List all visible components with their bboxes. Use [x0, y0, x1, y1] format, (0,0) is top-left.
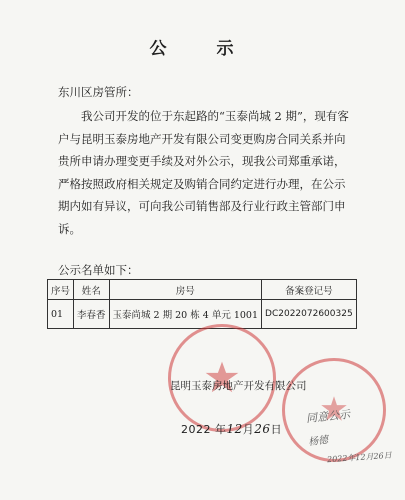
cell-house: 玉泰尚城 2 期 20 栋 4 单元 1001 [109, 300, 262, 329]
table-row [48, 300, 357, 329]
cell-reg: DC2022072600325 [262, 300, 357, 329]
header-house: 房号 [109, 280, 262, 300]
notice-title: 公 示 [149, 39, 256, 59]
notice-body: 我公司开发的位于东起路的“玉泰尚城 2 期”，现有客户与昆明玉泰房地产开发有限公司变更购房合同关系并向贵所申请办理变更手续及对外公示，现我公司郑重承诺，严格按照政府相关规定及购销合同约定进行办理，在公示期内如有异议，可向我公司销售部及行业行政主管部门申诉。 [58, 109, 349, 236]
approval-note: 同意公示 [305, 407, 351, 426]
date-month: 12 [226, 422, 243, 436]
date-month-label: 月 [242, 423, 255, 436]
notice-date [181, 421, 282, 437]
date-year: 2022 年 [181, 423, 227, 436]
registration-table [47, 279, 357, 329]
table-header-row [48, 280, 357, 300]
approver-signature: 杨德 [307, 434, 329, 449]
date-day-label: 日 [270, 423, 283, 436]
approval-date: 2022年12月26日 [326, 450, 392, 465]
recipient-line: 东川区房管所： [58, 85, 139, 99]
cell-name: 李春香 [74, 300, 110, 329]
header-no: 序号 [48, 280, 74, 300]
list-label: 公示名单如下： [58, 263, 139, 277]
header-name: 姓名 [74, 280, 110, 300]
date-day: 26 [254, 422, 271, 436]
header-reg: 备案登记号 [262, 280, 357, 300]
cell-no: 01 [48, 300, 74, 329]
company-name: 昆明玉泰房地产开发有限公司 [170, 380, 307, 392]
